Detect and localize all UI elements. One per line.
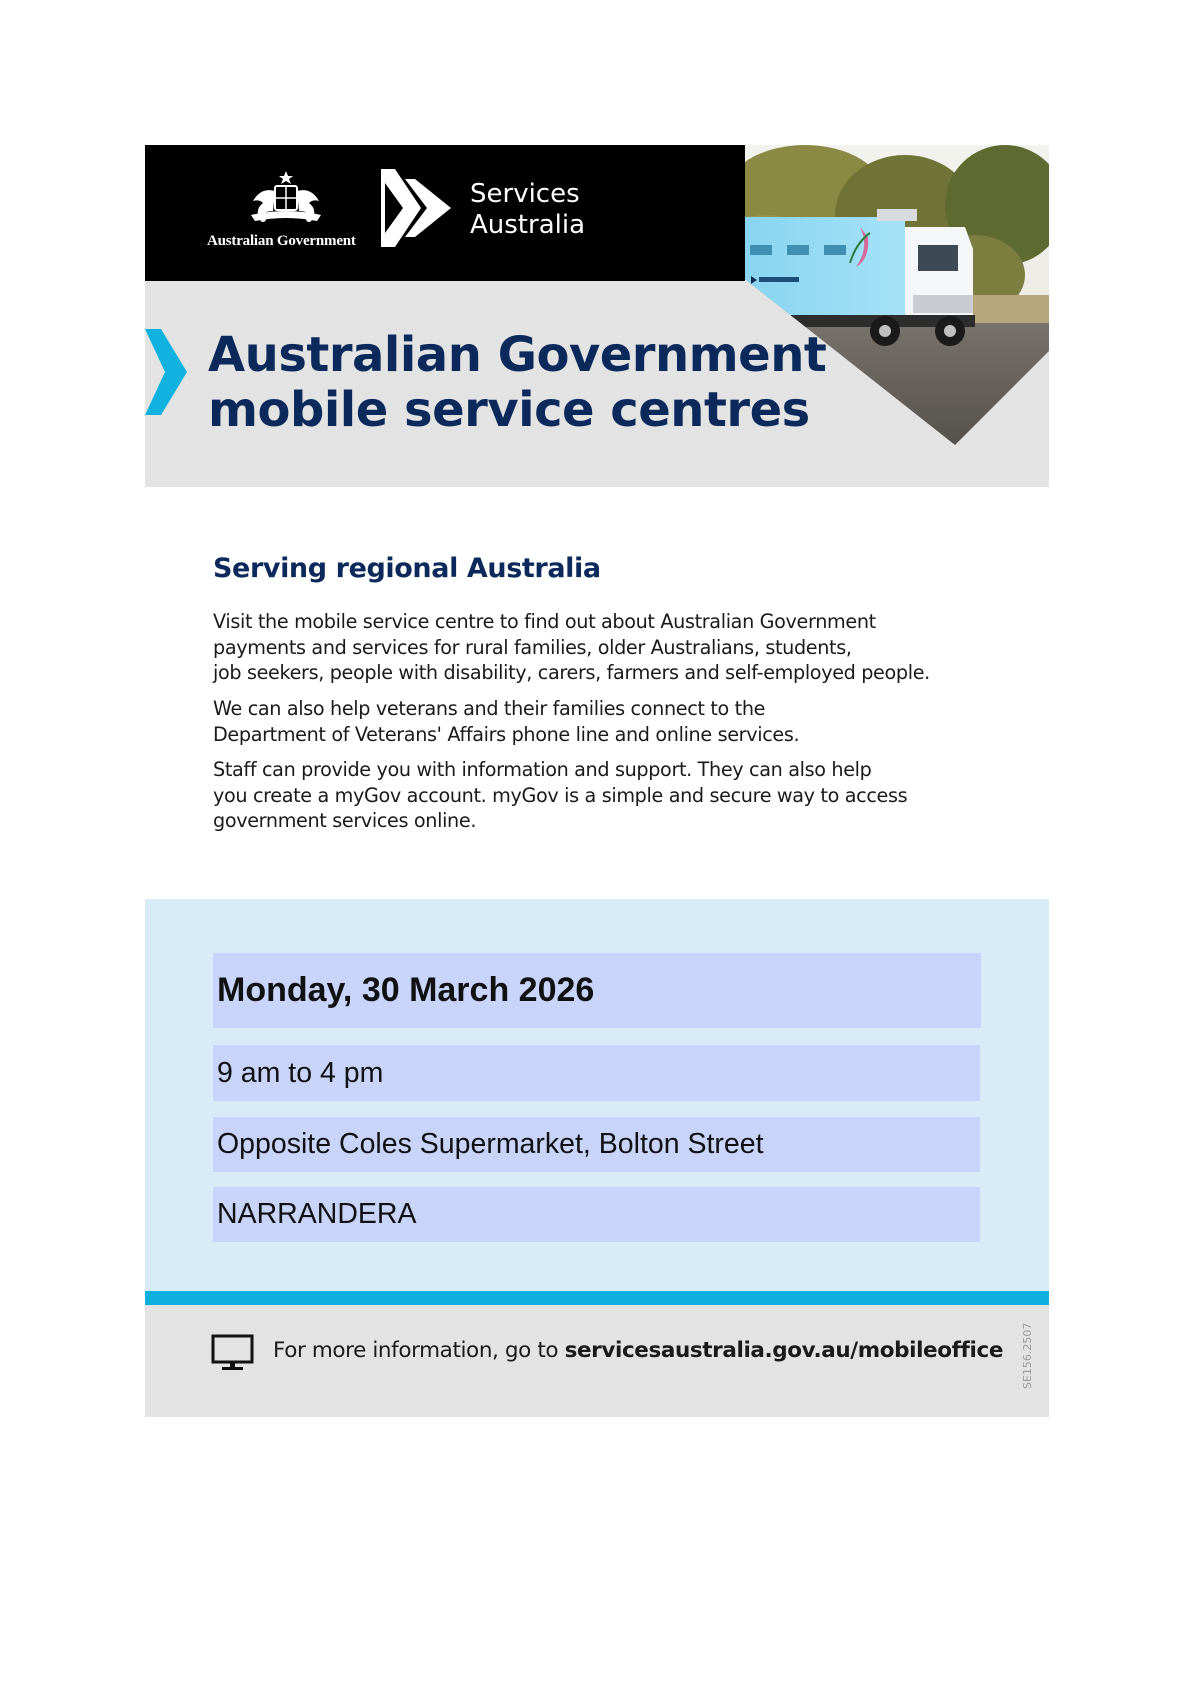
paragraph-line: Visit the mobile service centre to find out about Australian Government (213, 610, 876, 633)
page-title (208, 328, 826, 438)
event-location: Opposite Coles Supermarket, Bolton Street (213, 1117, 980, 1172)
paragraph-line: government services online. (213, 809, 477, 832)
more-info-link[interactable]: servicesaustralia.gov.au/mobileoffice (564, 1338, 1004, 1363)
event-time: 9 am to 4 pm (213, 1045, 980, 1101)
paragraph-mygov (213, 757, 993, 834)
chevron-right-icon (145, 329, 187, 415)
monitor-icon (211, 1334, 254, 1372)
divider-rule (145, 1291, 1049, 1305)
paragraph-services (213, 609, 993, 686)
event-town: NARRANDERA (213, 1187, 980, 1242)
more-info-text (273, 1338, 1003, 1363)
paragraph-line: Staff can provide you with information and support. They can also help (213, 758, 872, 781)
event-date: Monday, 30 March 2026 (213, 953, 981, 1028)
paragraph-line: job seekers, people with disability, carers, farmers and self-employed people. (213, 661, 930, 684)
paragraph-line: We can also help veterans and their families connect to the (213, 697, 766, 720)
paragraph-veterans (213, 696, 993, 747)
event-details-panel (145, 899, 1049, 1291)
government-label: Australian Government (207, 233, 356, 249)
services-australia-logo-icon (381, 169, 453, 247)
more-info-prefix: For more information, go to (273, 1338, 565, 1363)
wordmark-line1: Services (470, 179, 580, 209)
coat-of-arms-icon (241, 169, 331, 231)
paragraph-line: you create a myGov account. myGov is a simple and secure way to access (213, 783, 908, 807)
services-australia-wordmark (470, 179, 585, 241)
title-line2: mobile service centres (208, 382, 810, 438)
section-heading: Serving regional Australia (213, 553, 601, 584)
footer (145, 1305, 1049, 1417)
wordmark-line2: Australia (470, 210, 586, 240)
flyer-page (145, 145, 1049, 1417)
title-line1: Australian Government (208, 327, 827, 383)
paragraph-line: Department of Veterans' Affairs phone line and online services. (213, 722, 800, 746)
document-code: SE156.2507 (1021, 1322, 1034, 1389)
paragraph-line: payments and services for rural families, older Australians, students, (213, 635, 852, 659)
